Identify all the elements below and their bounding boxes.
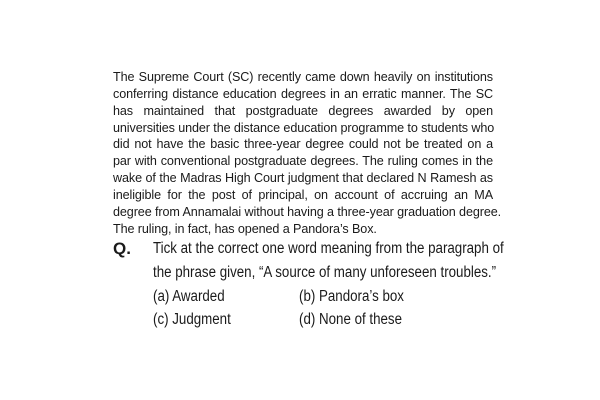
options-row xyxy=(153,285,473,308)
question-line: the phrase given, “A source of many unforeseen troubles.” xyxy=(153,264,497,281)
passage-line: has maintained that postgraduate degrees awarded by open xyxy=(113,103,493,118)
option-d: (d) None of these xyxy=(299,311,402,328)
option-c: (c) Judgment xyxy=(153,311,231,328)
answer-options xyxy=(153,285,473,331)
passage-line: wake of the Madras High Court judgment that declared N Ramesh as xyxy=(113,171,493,186)
question-line: Tick at the correct one word meaning from the paragraph of xyxy=(153,240,504,257)
passage-line: par with conventional postgraduate degrees. The ruling comes in the xyxy=(113,154,493,169)
question-label: Q. xyxy=(113,239,131,258)
option-a: (a) Awarded xyxy=(153,288,225,305)
passage-paragraph xyxy=(113,69,502,237)
passage-line: universities under the distance education programme to students who xyxy=(113,120,495,135)
option-b: (b) Pandora’s box xyxy=(299,288,404,305)
passage-line: degree from Annamalai without having a three-year graduation degree. xyxy=(113,204,502,219)
passage-line: The ruling, in fact, has opened a Pandora’s Box. xyxy=(113,221,377,236)
options-row xyxy=(153,308,473,331)
passage-line: conferring distance education degrees in an erratic manner. The SC xyxy=(113,86,493,101)
passage-line: The Supreme Court (SC) recently came down heavily on institutions xyxy=(113,70,493,84)
passage-line: did not have the basic three-year degree could not be treated on a xyxy=(113,137,493,152)
passage-line: ineligible for the post of principal, on account of accruing an MA xyxy=(113,187,493,202)
question-text xyxy=(153,237,504,285)
